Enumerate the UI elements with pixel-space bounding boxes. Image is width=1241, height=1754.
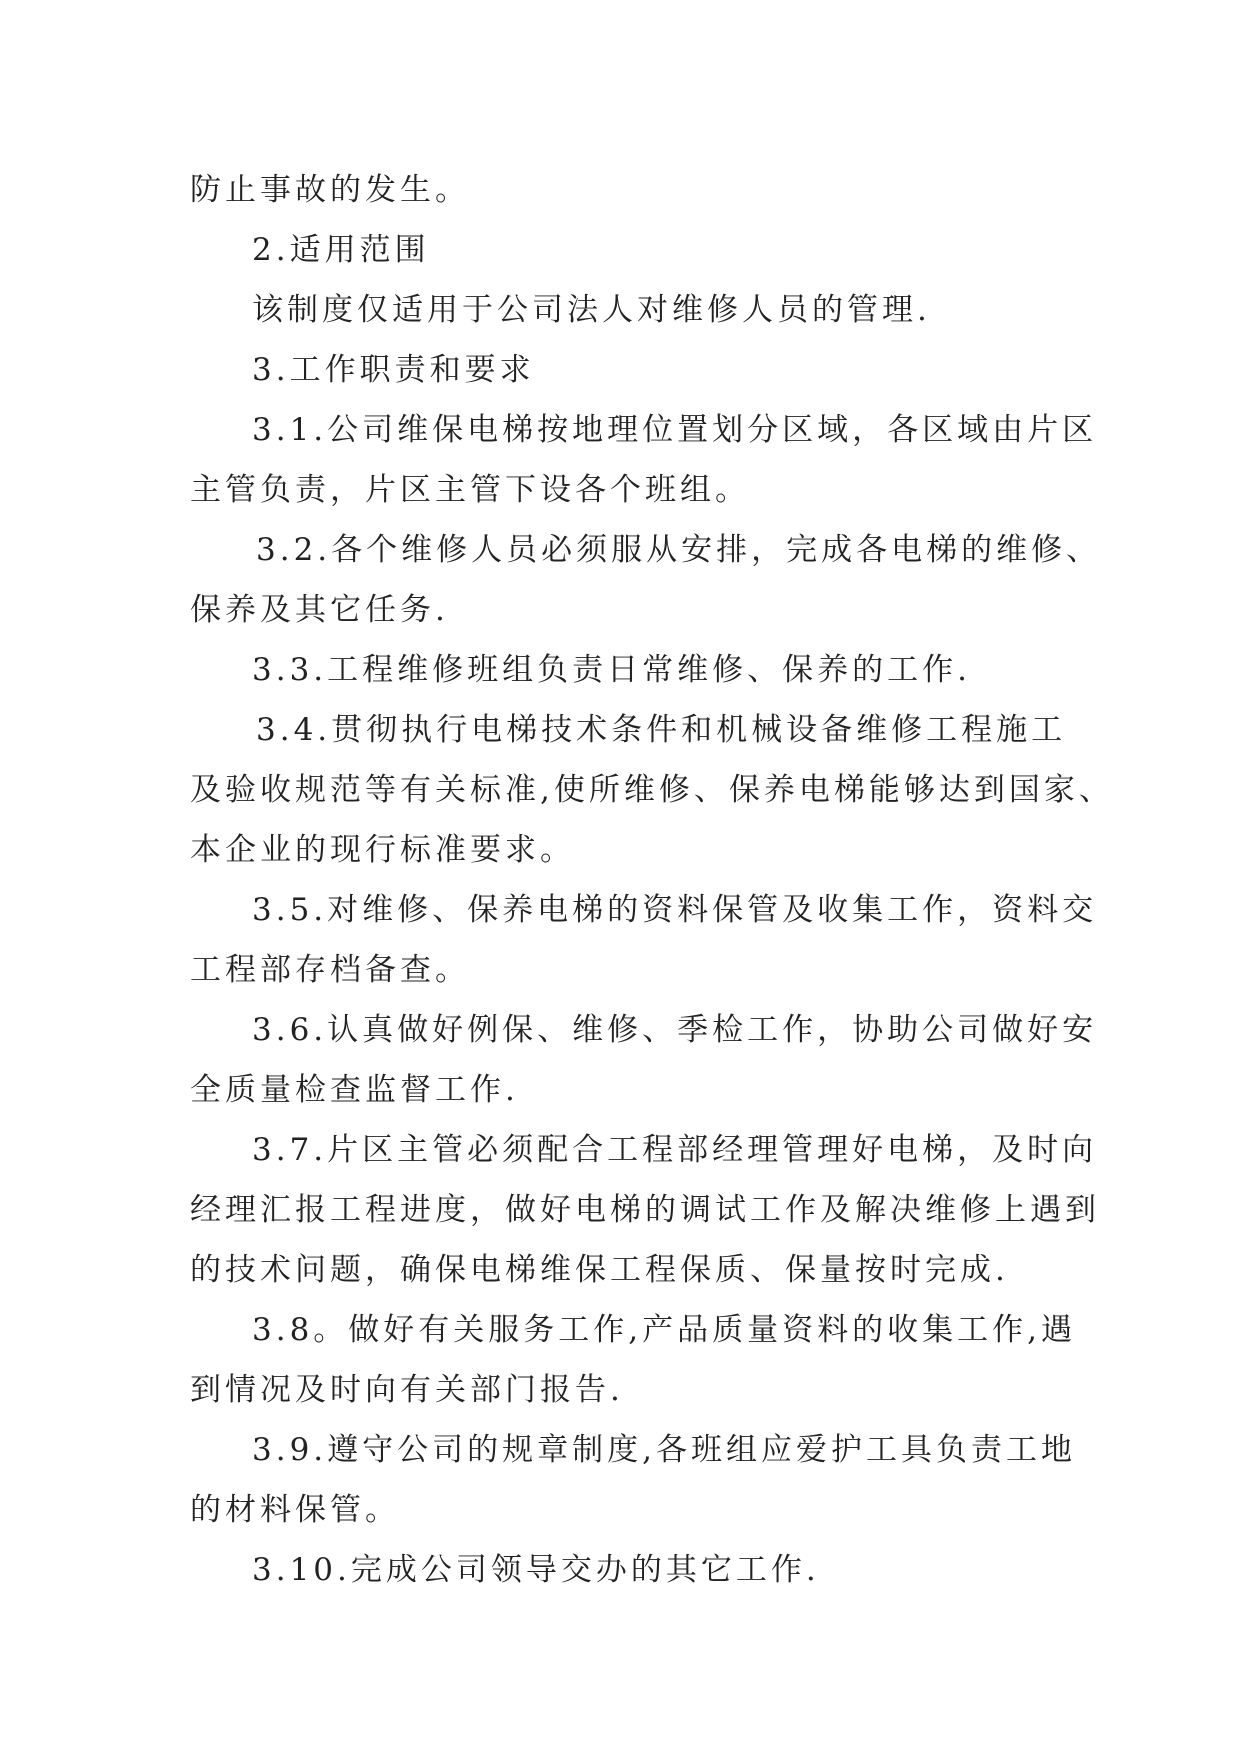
- paragraph-line: 保养及其它任务.: [190, 592, 449, 628]
- paragraph-line: 全质量检查监督工作.: [190, 1072, 519, 1108]
- paragraph-line: 3.2.各个维修人员必须服从安排，完成各电梯的维修、: [256, 532, 1102, 568]
- paragraph-line: 防止事故的发生。: [190, 172, 470, 208]
- paragraph-line: 的材料保管。: [190, 1492, 400, 1528]
- paragraph-line: 的技术问题，确保电梯维保工程保质、保量按时完成.: [190, 1252, 1009, 1288]
- paragraph-line: 及验收规范等有关标准,使所维修、保养电梯能够达到国家、: [190, 772, 1114, 808]
- paragraph-line: 3.3.工程维修班组负责日常维修、保养的工作.: [252, 652, 972, 688]
- paragraph-line: 经理汇报工程进度，做好电梯的调试工作及解决维修上遇到: [190, 1192, 1100, 1228]
- paragraph-line: 主管负责，片区主管下设各个班组。: [190, 472, 750, 508]
- paragraph-line: 3.10.完成公司领导交办的其它工作.: [252, 1552, 820, 1588]
- section-heading: 2.适用范围: [252, 232, 430, 268]
- paragraph-line: 工程部存档备查。: [190, 952, 470, 988]
- section-heading: 3.工作职责和要求: [252, 352, 535, 388]
- paragraph-line: 3.1.公司维保电梯按地理位置划分区域，各区域由片区: [252, 412, 1098, 448]
- paragraph-line: 3.7.片区主管必须配合工程部经理管理好电梯，及时向: [252, 1132, 1098, 1168]
- paragraph-line: 3.9.遵守公司的规章制度,各班组应爱护工具负责工地: [252, 1432, 1077, 1468]
- paragraph-line: 3.4.贯彻执行电梯技术条件和机械设备维修工程施工: [256, 712, 1067, 748]
- paragraph-line: 到情况及时向有关部门报告.: [190, 1372, 624, 1408]
- paragraph-line: 该制度仅适用于公司法人对维修人员的管理.: [252, 292, 931, 328]
- paragraph-line: 本企业的现行标准要求。: [190, 832, 575, 868]
- paragraph-line: 3.6.认真做好例保、维修、季检工作，协助公司做好安: [252, 1012, 1098, 1048]
- paragraph-line: 3.8。做好有关服务工作,产品质量资料的收集工作,遇: [252, 1312, 1077, 1348]
- paragraph-line: 3.5.对维修、保养电梯的资料保管及收集工作，资料交: [252, 892, 1098, 928]
- document-body: [190, 160, 1114, 1600]
